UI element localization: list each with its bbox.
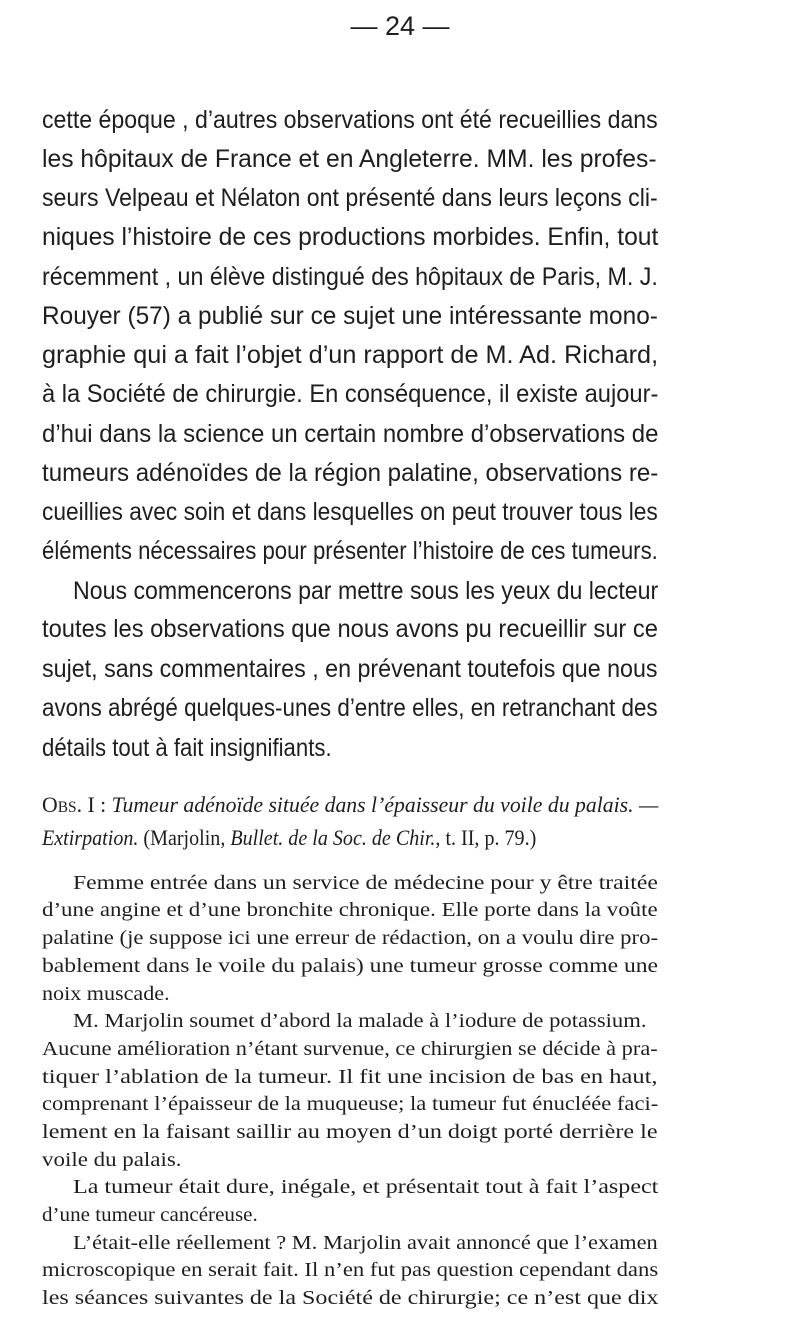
text-line: Nous commencerons par mettre sous les yeux du lecteur — [73, 576, 659, 605]
text-line: voile du palais. — [42, 1149, 182, 1171]
text-line: bablement dans le voile du palais) une tumeur grosse comme une — [42, 955, 659, 977]
text-line: comprenant l’épaisseur de la muqueuse; la tumeur fut énucléée faci- — [42, 1094, 659, 1116]
text-line: tumeurs adénoïdes de la région palatine, observations re- — [42, 458, 659, 487]
text-line: La tumeur était dure, inégale, et présentait tout à fait l’aspect — [73, 1177, 659, 1199]
text-line: lement en la faisant saillir au moyen d’un doigt porté derrière le — [42, 1121, 658, 1143]
text-line: cueillies avec soin et dans lesquelles on peut trouver tous les — [42, 498, 658, 527]
text-line: M. Marjolin soumet d’abord la malade à l’iodure de potassium. — [73, 1011, 647, 1033]
text-line: les séances suivantes de la Société de chirurgie; ce n’est que dix — [42, 1288, 659, 1309]
text-line: récemment , un élève distingué des hôpitaux de Paris, M. J. — [42, 262, 658, 291]
observation-number: I : — [87, 792, 107, 818]
text-line: d’une angine et d’une bronchite chronique. Elle porte dans la voûte — [42, 900, 658, 922]
text-line: seurs Velpeau et Nélaton ont présenté dans leurs leçons cli- — [42, 184, 658, 213]
text-line: avons abrégé quelques-unes d’entre elles, en retranchant des — [42, 693, 658, 722]
observation-subtitle: Extirpation. — [42, 824, 139, 850]
text-line: sujet, sans commentaires , en prévenant toutefois que nous — [42, 655, 658, 684]
page-number: — 24 — — [350, 11, 450, 41]
text-line: graphie qui a fait l’objet d’un rapport de M. Ad. Richard, — [42, 341, 659, 370]
text-line: L’était-elle réellement ? M. Marjolin avait annoncé que l’examen — [73, 1232, 658, 1254]
text-line: cette époque , d’autres observations ont été recueillies dans — [42, 106, 658, 134]
text-line: d’une tumeur cancéreuse. — [42, 1204, 258, 1226]
text-line: les hôpitaux de France et en Angleterre. MM. les profes- — [42, 144, 657, 173]
text-line: toutes les observations que nous avons pu recueillir sur ce — [42, 615, 658, 644]
text-line: palatine (je suppose ici une erreur de rédaction, on a voulu dire pro- — [42, 928, 659, 950]
text-line: microscopique en serait fait. Il n’en fut pas question cependant dans — [42, 1260, 659, 1282]
text-line: Aucune amélioration n’étant survenue, ce chirurgien se décide à pra- — [42, 1038, 658, 1060]
text-line: noix muscade. — [42, 983, 170, 1005]
reference-author: (Marjolin, — [143, 824, 226, 850]
observation-reference-line — [42, 821, 536, 855]
text-line: d’hui dans la science un certain nombre d’observations de — [42, 419, 659, 448]
reference-volume: , t. II, p. 79.) — [435, 824, 537, 850]
text-line: Femme entrée dans un service de médecine pour y être traitée — [73, 872, 658, 894]
text-line: éléments nécessaires pour présenter l’histoire de ces tumeurs. — [42, 537, 658, 565]
text-line: à la Société de chirurgie. En conséquence, il existe aujour- — [42, 380, 659, 409]
observation-title: Tumeur adénoïde située dans l’épaisseur du voile du palais. — — [111, 792, 659, 818]
reference-journal: Bullet. de la Soc. de Chir. — [230, 824, 436, 850]
text-line: Rouyer (57) a publié sur ce sujet une intéressante mono- — [42, 301, 658, 330]
text-line: détails tout à fait insignifiants. — [42, 733, 332, 762]
observation-title-line — [42, 788, 658, 822]
observation-label: Obs. — [42, 792, 83, 818]
text-line: niques l’histoire de ces productions morbides. Enfin, tout — [42, 223, 659, 252]
text-line: tiquer l’ablation de la tumeur. Il fit une incision de bas en haut, — [42, 1066, 658, 1088]
